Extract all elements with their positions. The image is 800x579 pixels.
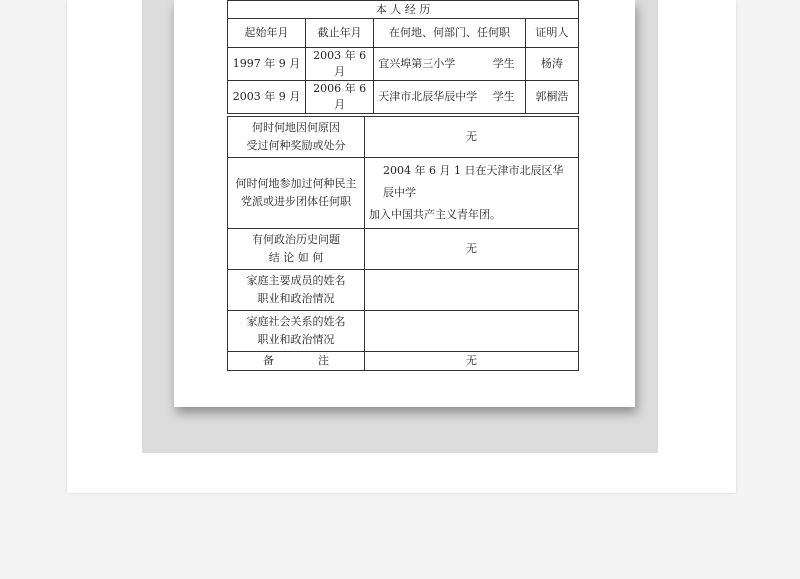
label-line: 家庭主要成员的姓名 <box>246 274 346 287</box>
table-row <box>228 117 579 158</box>
table-row <box>228 48 579 81</box>
role-text: 学生 <box>492 90 515 103</box>
value-line: 加入中国共产主义青年团。 <box>369 208 501 221</box>
cell-start: 1997 年 9 月 <box>228 48 306 81</box>
history-label <box>228 229 365 270</box>
remark-label: 备 注 <box>228 352 365 371</box>
history-value: 无 <box>365 229 579 270</box>
party-label <box>228 158 365 229</box>
header-place: 在何地、何部门、任何职 <box>374 19 526 48</box>
header-end: 截止年月 <box>306 19 374 48</box>
table-row <box>228 229 579 270</box>
cell-place <box>374 48 526 81</box>
reward-value: 无 <box>365 117 579 158</box>
cell-place <box>374 81 526 114</box>
table-row <box>228 270 579 311</box>
header-start: 起始年月 <box>228 19 306 48</box>
party-value <box>365 158 579 229</box>
place-text: 天津市北辰华辰中学 <box>378 90 478 103</box>
label-line: 结 论 如 何 <box>268 251 324 264</box>
family-label <box>228 270 365 311</box>
label-line: 党派或进步团体任何职 <box>241 195 351 208</box>
document-page <box>174 0 635 407</box>
table-row <box>228 81 579 114</box>
header-witness: 证明人 <box>525 19 578 48</box>
table-row <box>228 352 579 371</box>
cell-end: 2003 年 6 月 <box>306 48 374 81</box>
label-line: 职业和政治情况 <box>257 292 335 305</box>
label-line: 家庭社会关系的姓名 <box>246 315 346 328</box>
label-line: 有何政治历史问题 <box>252 233 340 246</box>
label-line: 何时何地参加过何种民主 <box>235 177 357 190</box>
info-table <box>227 116 579 371</box>
label-line: 职业和政治情况 <box>257 333 335 346</box>
value-line: 2004 年 6 月 1 日在天津市北辰区华辰中学 <box>383 164 564 199</box>
label-line: 何时何地因何原因 <box>252 121 340 134</box>
role-text: 学生 <box>492 57 515 70</box>
resume-table <box>227 0 579 114</box>
family-value <box>365 270 579 311</box>
resume-title: 本 人 经 历 <box>228 1 579 19</box>
cell-end: 2006 年 6 月 <box>306 81 374 114</box>
cell-witness: 郭桐浩 <box>525 81 578 114</box>
remark-value: 无 <box>365 352 579 371</box>
cell-witness: 杨涛 <box>525 48 578 81</box>
reward-label <box>228 117 365 158</box>
table-row <box>228 158 579 229</box>
label-line: 受过何种奖励或处分 <box>246 139 346 152</box>
place-text: 宜兴埠第三小学 <box>378 57 456 70</box>
social-value <box>365 311 579 352</box>
table-row <box>228 311 579 352</box>
cell-start: 2003 年 9 月 <box>228 81 306 114</box>
social-label <box>228 311 365 352</box>
